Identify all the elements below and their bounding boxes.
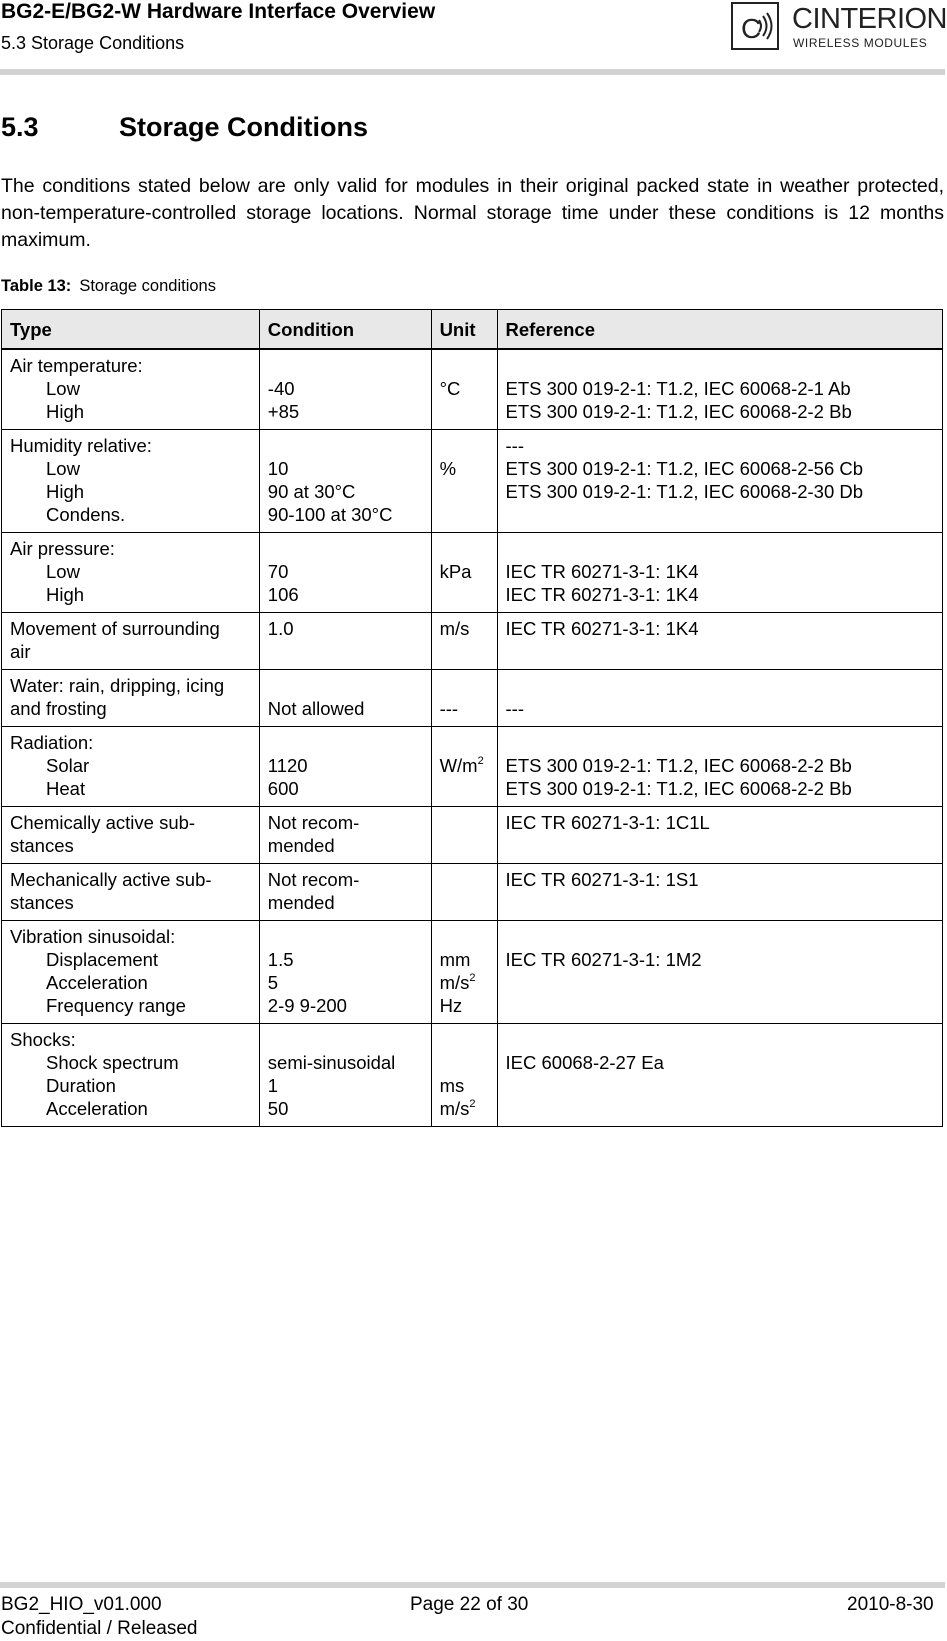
reference-text: ETS 300 019-2-1: T1.2, IEC 60068-2-2 Bb (505, 755, 852, 776)
condition-text: 90 at 30°C (267, 481, 356, 502)
type-line (10, 1074, 251, 1097)
unit-superscript: 2 (477, 755, 484, 767)
type-text: High (46, 481, 85, 502)
unit-text: m/s (439, 972, 470, 993)
type-text: Low (46, 458, 80, 479)
table-row (2, 430, 943, 533)
type-text: High (46, 584, 85, 605)
table-row (2, 349, 943, 430)
type-line (10, 994, 251, 1017)
condition-line (268, 583, 423, 606)
type-line (10, 777, 251, 800)
type-line (10, 1028, 251, 1051)
section-number: 5.3 (1, 112, 39, 142)
type-text: Movement of surrounding (10, 618, 220, 639)
footer-left (1, 1593, 197, 1641)
unit-text: m/s (439, 1098, 470, 1119)
unit-line (440, 457, 489, 480)
footer-date: 2010-8-30 (847, 1594, 934, 1615)
condition-line (268, 697, 423, 720)
type-line (10, 400, 251, 423)
unit-line (440, 971, 489, 994)
reference-line (506, 1074, 934, 1097)
header-divider (0, 69, 945, 75)
cell-unit (431, 864, 497, 921)
cell-type (2, 864, 260, 921)
condition-line (268, 674, 423, 697)
type-text: Displacement (46, 949, 159, 970)
reference-line (506, 948, 934, 971)
type-text: Mechanically active sub- (10, 869, 212, 890)
type-line (10, 377, 251, 400)
reference-text: --- (505, 435, 524, 456)
reference-line (506, 1097, 934, 1120)
reference-text: IEC TR 60271-3-1: 1S1 (505, 869, 699, 890)
condition-text: 5 (267, 972, 279, 993)
cell-reference (497, 349, 942, 430)
type-line (10, 503, 251, 526)
reference-line (506, 1051, 934, 1074)
type-text: Duration (46, 1075, 116, 1096)
logo-mark-icon (731, 2, 779, 50)
table-row (2, 727, 943, 807)
table-row (2, 864, 943, 921)
reference-text: ETS 300 019-2-1: T1.2, IEC 60068-2-2 Bb (505, 778, 852, 799)
reference-text: IEC TR 60271-3-1: 1K4 (505, 584, 699, 605)
condition-text: 10 (267, 458, 289, 479)
condition-text: 106 (267, 584, 299, 605)
reference-line (506, 731, 934, 754)
unit-line (440, 560, 489, 583)
reference-line (506, 811, 934, 834)
cell-condition (259, 727, 431, 807)
cell-type (2, 533, 260, 613)
type-line (10, 811, 251, 834)
table-row (2, 670, 943, 727)
condition-line (268, 868, 423, 891)
condition-line (268, 354, 423, 377)
cell-reference (497, 533, 942, 613)
table-caption-label: Table 13: (1, 277, 72, 295)
cell-type (2, 430, 260, 533)
reference-line (506, 400, 934, 423)
cell-condition (259, 1024, 431, 1127)
reference-line (506, 994, 934, 1017)
reference-line (506, 674, 934, 697)
reference-text: IEC 60068-2-27 Ea (505, 1052, 664, 1073)
cell-condition (259, 807, 431, 864)
cell-type (2, 727, 260, 807)
section-heading (1, 112, 368, 143)
type-line (10, 674, 251, 697)
condition-line (268, 731, 423, 754)
cell-condition (259, 533, 431, 613)
condition-line (268, 994, 423, 1017)
table-caption-text: Storage conditions (79, 277, 216, 295)
condition-text: 1.5 (267, 949, 294, 970)
type-text: Shock spectrum (46, 1052, 179, 1073)
unit-text: °C (439, 378, 461, 399)
cell-reference (497, 1024, 942, 1127)
condition-text: 600 (267, 778, 299, 799)
reference-line (506, 457, 934, 480)
condition-line (268, 1028, 423, 1051)
unit-line (440, 925, 489, 948)
logo-mark-letter: C (741, 13, 762, 44)
condition-line (268, 537, 423, 560)
condition-text: 1.0 (267, 618, 294, 639)
type-line (10, 925, 251, 948)
condition-line (268, 1074, 423, 1097)
section-title: Storage Conditions (119, 112, 368, 142)
unit-line (440, 480, 489, 503)
cell-condition (259, 349, 431, 430)
type-text: Acceleration (46, 1098, 148, 1119)
reference-line (506, 560, 934, 583)
reference-line (506, 868, 934, 891)
condition-text: 2-9 9-200 (267, 995, 347, 1016)
reference-text: IEC TR 60271-3-1: 1M2 (505, 949, 702, 970)
unit-line (440, 868, 489, 891)
type-line (10, 731, 251, 754)
unit-line (440, 697, 489, 720)
type-text: Air pressure: (10, 538, 115, 559)
cinterion-logo (731, 2, 947, 54)
condition-text: mended (267, 892, 335, 913)
cell-type (2, 670, 260, 727)
cell-condition (259, 430, 431, 533)
condition-line (268, 971, 423, 994)
type-line (10, 560, 251, 583)
type-text: stances (10, 835, 74, 856)
type-text: Acceleration (46, 972, 148, 993)
condition-line (268, 457, 423, 480)
type-text: Low (46, 561, 80, 582)
cell-unit (431, 533, 497, 613)
type-line (10, 971, 251, 994)
unit-line (440, 994, 489, 1017)
unit-line (440, 537, 489, 560)
condition-text: Not recom- (267, 869, 360, 890)
condition-line (268, 834, 423, 857)
cell-unit (431, 349, 497, 430)
condition-line (268, 891, 423, 914)
cell-unit (431, 1024, 497, 1127)
condition-line (268, 1097, 423, 1120)
reference-text: IEC TR 60271-3-1: 1K4 (505, 618, 699, 639)
unit-line (440, 948, 489, 971)
unit-text: % (439, 458, 457, 479)
unit-line (440, 1051, 489, 1074)
unit-line (440, 674, 489, 697)
type-text: Vibration sinusoidal: (10, 926, 176, 947)
cell-condition (259, 670, 431, 727)
unit-line (440, 434, 489, 457)
condition-text: mended (267, 835, 335, 856)
type-text: Low (46, 378, 80, 399)
intro-paragraph: The conditions stated below are only valid for modules in their original packed state in weather protected, non-temperature-controlled storage locations. Normal storage time under these conditions is 12 months maximum. (1, 175, 944, 251)
type-line (10, 754, 251, 777)
type-line (10, 354, 251, 377)
table-row (2, 533, 943, 613)
condition-line (268, 811, 423, 834)
column-header-condition: Condition (259, 310, 431, 350)
unit-line (440, 503, 489, 526)
table-row (2, 613, 943, 670)
condition-line (268, 948, 423, 971)
condition-line (268, 480, 423, 503)
reference-line (506, 537, 934, 560)
cell-unit (431, 670, 497, 727)
condition-line (268, 400, 423, 423)
type-text: Chemically active sub- (10, 812, 196, 833)
condition-text: 90-100 at 30°C (267, 504, 393, 525)
type-line (10, 617, 251, 640)
logo-wordmark: CINTERION (792, 3, 947, 35)
type-line (10, 868, 251, 891)
reference-line (506, 971, 934, 994)
cell-reference (497, 613, 942, 670)
unit-line (440, 731, 489, 754)
unit-line (440, 811, 489, 834)
type-line (10, 480, 251, 503)
cell-type (2, 807, 260, 864)
footer-divider (0, 1582, 945, 1588)
cell-reference (497, 430, 942, 533)
type-line (10, 583, 251, 606)
type-text: and frosting (10, 698, 107, 719)
table-row (2, 807, 943, 864)
condition-text: +85 (267, 401, 300, 422)
cell-type (2, 1024, 260, 1127)
type-text: Radiation: (10, 732, 94, 753)
unit-text: kPa (439, 561, 472, 582)
condition-line (268, 560, 423, 583)
cell-reference (497, 807, 942, 864)
type-line (10, 891, 251, 914)
document-subtitle: 5.3 Storage Conditions (1, 33, 185, 53)
reference-line (506, 777, 934, 800)
type-text: Condens. (46, 504, 126, 525)
cell-type (2, 613, 260, 670)
unit-line (440, 377, 489, 400)
footer-page-number: Page 22 of 30 (410, 1594, 529, 1615)
reference-text: ETS 300 019-2-1: T1.2, IEC 60068-2-30 Db (505, 481, 864, 502)
cell-unit (431, 921, 497, 1024)
type-text: High (46, 401, 85, 422)
type-text: Heat (46, 778, 86, 799)
reference-line (506, 925, 934, 948)
condition-text: Not recom- (267, 812, 360, 833)
unit-line (440, 617, 489, 640)
column-header-type: Type (2, 310, 260, 350)
condition-text: 50 (267, 1098, 289, 1119)
unit-text: --- (439, 698, 459, 719)
cell-unit (431, 807, 497, 864)
type-line (10, 1051, 251, 1074)
unit-line (440, 777, 489, 800)
document-title: BG2-E/BG2-W Hardware Interface Overview (1, 0, 436, 23)
unit-line (440, 400, 489, 423)
table-row (2, 1024, 943, 1127)
type-text: Humidity relative: (10, 435, 152, 456)
condition-text: Not allowed (267, 698, 365, 719)
type-text: Solar (46, 755, 90, 776)
type-line (10, 834, 251, 857)
cell-unit (431, 727, 497, 807)
reference-line (506, 480, 934, 503)
condition-text: -40 (267, 378, 295, 399)
table-row (2, 921, 943, 1024)
reference-text: ETS 300 019-2-1: T1.2, IEC 60068-2-1 Ab (505, 378, 851, 399)
reference-line (506, 434, 934, 457)
column-header-reference: Reference (497, 310, 942, 350)
reference-text: IEC TR 60271-3-1: 1K4 (505, 561, 699, 582)
page-header (0, 0, 947, 76)
type-line (10, 457, 251, 480)
unit-text: mm (439, 949, 471, 970)
condition-text: 1 (267, 1075, 279, 1096)
type-text: Shocks: (10, 1029, 76, 1050)
storage-conditions-table (1, 309, 943, 1127)
logo-tagline: WIRELESS MODULES (793, 36, 928, 50)
type-line (10, 697, 251, 720)
unit-line (440, 1074, 489, 1097)
unit-superscript: 2 (469, 972, 476, 984)
reference-line (506, 377, 934, 400)
condition-line (268, 1051, 423, 1074)
cell-reference (497, 727, 942, 807)
type-text: Air temperature: (10, 355, 143, 376)
reference-line (506, 354, 934, 377)
reference-line (506, 754, 934, 777)
reference-text: ETS 300 019-2-1: T1.2, IEC 60068-2-56 Cb (505, 458, 864, 479)
condition-text: 70 (267, 561, 289, 582)
condition-line (268, 925, 423, 948)
type-line (10, 640, 251, 663)
reference-text: --- (505, 698, 524, 719)
condition-text: 1120 (267, 755, 308, 776)
reference-line (506, 697, 934, 720)
cell-unit (431, 430, 497, 533)
cell-reference (497, 921, 942, 1024)
unit-text: ms (439, 1075, 465, 1096)
condition-line (268, 503, 423, 526)
table-caption (1, 277, 216, 296)
reference-line (506, 617, 934, 640)
unit-text: W/m (439, 755, 478, 776)
unit-line (440, 354, 489, 377)
type-line (10, 948, 251, 971)
cell-reference (497, 864, 942, 921)
type-text: Frequency range (46, 995, 186, 1016)
cell-condition (259, 613, 431, 670)
condition-line (268, 617, 423, 640)
unit-line (440, 754, 489, 777)
reference-text: ETS 300 019-2-1: T1.2, IEC 60068-2-2 Bb (505, 401, 852, 422)
unit-line (440, 1028, 489, 1051)
table-header-row (2, 310, 943, 350)
type-text: Water: rain, dripping, icing (10, 675, 225, 696)
type-text: stances (10, 892, 74, 913)
reference-text: IEC TR 60271-3-1: 1C1L (505, 812, 710, 833)
footer-doc-id: BG2_HIO_v01.000 (1, 1594, 162, 1615)
cell-condition (259, 864, 431, 921)
unit-line (440, 583, 489, 606)
type-line (10, 434, 251, 457)
type-line (10, 537, 251, 560)
type-text: air (10, 641, 31, 662)
column-header-unit: Unit (431, 310, 497, 350)
cell-unit (431, 613, 497, 670)
unit-superscript: 2 (469, 1098, 476, 1110)
condition-line (268, 754, 423, 777)
cell-type (2, 349, 260, 430)
footer-status: Confidential / Released (1, 1618, 198, 1639)
reference-line (506, 1028, 934, 1051)
condition-line (268, 377, 423, 400)
cell-type (2, 921, 260, 1024)
condition-line (268, 434, 423, 457)
reference-line (506, 583, 934, 606)
condition-text: semi-sinusoidal (267, 1052, 396, 1073)
unit-line (440, 1097, 489, 1120)
unit-text: Hz (439, 995, 463, 1016)
cell-reference (497, 670, 942, 727)
cell-condition (259, 921, 431, 1024)
unit-text: m/s (439, 618, 470, 639)
type-line (10, 1097, 251, 1120)
condition-line (268, 777, 423, 800)
reference-line (506, 503, 934, 526)
table-body (2, 349, 943, 1127)
